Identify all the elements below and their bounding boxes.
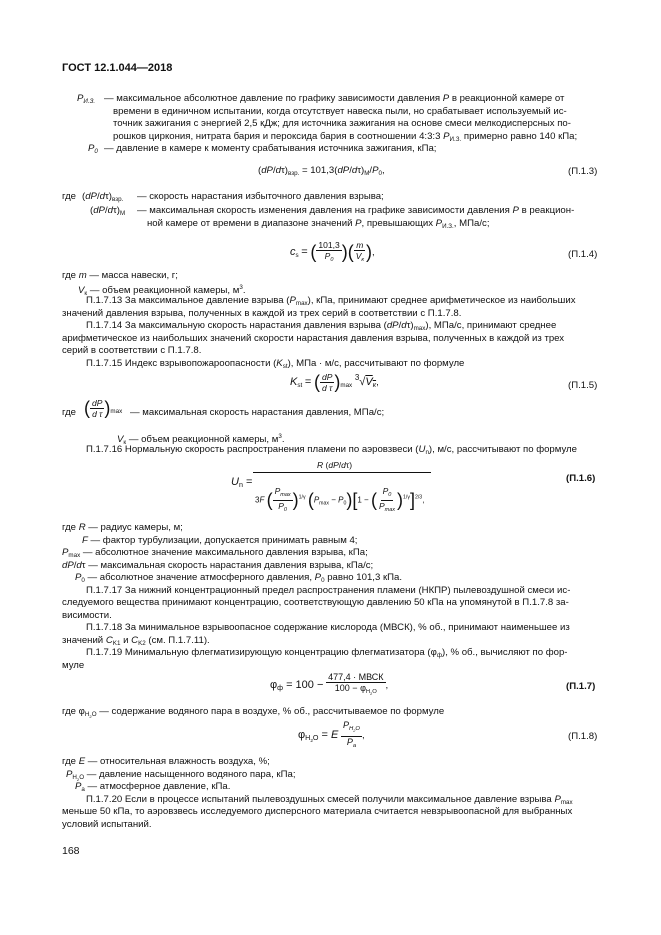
def-dpdt-vzr: — скорость нарастания избыточного давления взрыва;	[137, 191, 384, 202]
where-lead-17: где $\varphi_{H_2O}$ — содержание водяного пара в воздухе, % об., рассчитываемое по формуле	[62, 706, 445, 719]
def-vk-15: $V_к$ — объем реакционной камеры, $м^3$.	[117, 433, 285, 446]
para-p1717-line3: висимости.	[62, 609, 112, 621]
para-p1713: П.1.7.13 За максимальное давление взрыва $(P_{max})$, кПа, принимают среднее арифметическое из наибольших	[86, 295, 576, 307]
def-pmax-16: $P_{max}$ — абсолютное значение максимального давления взрыва, кПа;	[62, 547, 368, 559]
para-p1720-line2: меньше 50 кПа, то аэровзвесь исследуемого дисперсного материала считается невзрывоопасной для выбранных	[62, 806, 573, 817]
equation-number-p17: (П.1.7)	[566, 681, 596, 692]
equation-number-p13: (П.1.3)	[568, 166, 598, 177]
def-ph2o-18: $P_{H_2O}$ — давление насыщенного водяного пара, кПа;	[66, 768, 296, 782]
para-p1714-line2: арифметическое из наибольших значений скорости нарастания давления взрыва, полученных в каждой из трех	[62, 332, 565, 344]
para-p1713-line2: значений давления взрыва, полученных в каждой из трех серий в соответствии с П.1.7.8.	[62, 307, 462, 319]
def-p-iz: — максимальное абсолютное давление по графику зависимости давления P в реакционной камере от	[104, 93, 565, 104]
def-p-iz-line4: рошков циркония, нитрата бария и пероксида бария в соотношении 4:3:3 $P_{И.З.}$ примерно равно 140 кПа;	[113, 130, 578, 143]
where-lead-18: где E — относительная влажность воздуха, %;	[62, 756, 270, 767]
symbol-p-iz: $P_{И.З.}$	[77, 93, 96, 105]
para-p1715: П.1.7.15 Индекс взрывопожароопасности $(K_{st})$, МПа · м/с, рассчитывают по формуле	[86, 357, 465, 370]
para-p1718-line2: значений $C_{K1}$ и $C_{K2}$ (см. П.1.7.11).	[62, 634, 210, 647]
para-p1718: П.1.7.18 За минимальное взрывоопасное содержание кислорода (МВСК), % об., принимают наименьшее из	[86, 622, 570, 633]
def-pa-18: $P_а$ — атмосферное давление, кПа.	[75, 781, 231, 793]
def-p0-16: $P_0$ — абсолютное значение атмосферного давления, $P_0$ равно 101,3 кПа.	[75, 572, 403, 584]
para-p1720-line3: условий испытаний.	[62, 818, 152, 830]
where-lead-14: где m — масса навески, г;	[62, 270, 178, 281]
equation-number-p16: (П.1.6)	[566, 473, 596, 484]
para-p1716: П.1.7.16 Нормальную скорость распространения пламени по аэровзвеси $(U_n)$, м/с, рассчитывают по формуле	[86, 444, 577, 456]
para-p1717: П.1.7.17 За нижний концентрационный предел распространения пламени (НКПР) пылевоздушной смеси ис-	[86, 584, 571, 596]
formula-p14: $c_s$ = ( $\frac{101,3}{P_0}$ )( $\frac{m}{V_к}$ ),	[290, 240, 375, 263]
para-p1714-line3: серий в соответствии с П.1.7.8.	[62, 345, 202, 356]
para-p1719: П.1.7.19 Минимальную флегматизирующую концентрацию флегматизатора $(\varphi_ф)$, % об., вычисляют по фор-	[86, 647, 568, 659]
para-p1714: П.1.7.14 За максимальную скорость нарастания давления взрыва $(dP/d\tau)_{max}$), МПа/с, принимают среднее	[86, 320, 557, 332]
para-p1717-line2: следуемого вещества принимают концентрацию, соответствующую давлению 50 кПа на упомянутой в П.1.7.8 за-	[62, 597, 569, 608]
formula-p18: $\varphi_{H_2O} = E$ $\frac{P_{H_2O}}{P_а}$ ,	[298, 720, 365, 749]
def-dpdt-m: — максимальная скорость изменения давления на графике зависимости давления P в реакцион-	[137, 205, 575, 216]
symbol-dpdt-m: $(dP/d\tau)_М$	[90, 205, 126, 217]
def-dpdt-m-line2: ной камере от времени в диапазоне значений P, превышающих $P_{И.З.}$, МПа/с;	[147, 218, 490, 230]
def-dpdt-max-15: — максимальная скорость нарастания давления, МПа/с;	[130, 407, 385, 418]
page-number: 168	[62, 845, 80, 857]
where-lead-16: где R — радиус камеры, м;	[62, 522, 183, 533]
para-p1719-line2: муле	[62, 659, 85, 671]
equation-number-p18: (П.1.8)	[568, 731, 598, 742]
para-p1720: П.1.7.20 Если в процессе испытаний пылевоздушных смесей получили максимальное давление взрыва $P_{max}$	[86, 793, 573, 806]
def-p-iz-line3: точник зажигания с энергией 2,5 кДж; для источника зажигания на основе смеси мелкодисперсных по-	[113, 118, 571, 129]
where-lead-15: где	[62, 407, 77, 418]
document-header: ГОСТ 12.1.044—2018	[62, 62, 173, 74]
formula-p15: $K_{st}$ = ( $\frac{dP}{\text{d τ}}$ )$_{max}$ $^3√V_к$,	[290, 372, 379, 393]
symbol-dpdt-max-15: ( $\frac{dP}{\text{d τ}}$ )$_{max}$	[84, 398, 123, 419]
formula-p17: $\varphi_ф = 100$ − $\frac{\text{477,4 · МВСК}}{100 - \varphi_{H_2O}}$ ,	[270, 672, 389, 696]
equation-number-p15: (П.1.5)	[568, 380, 598, 391]
symbol-dpdt-vzr: $(dP/d\tau)_{взр.}$	[82, 191, 124, 203]
def-p-iz-line2: времени в единичном испытании, когда отсутствует навеска пыли, но срабатывает используемый ис-	[113, 105, 567, 117]
def-dpdt-16: dP/dτ — максимальная скорость нарастания давления взрыва, кПа/с;	[62, 559, 374, 571]
formula-p13: $(dP/d\tau)_{взр.} = 101,3(dP/d\tau)_М/P_0$,	[258, 165, 385, 177]
def-f-16: F — фактор турбулизации, допускается принимать равным 4;	[82, 534, 358, 546]
symbol-p0: $P_0$	[88, 143, 98, 155]
where-lead-13: где	[62, 191, 77, 202]
def-p0: — давление в камере к моменту срабатывания источника зажигания, кПа;	[104, 143, 437, 154]
def-vk-14: $V_к$ — объем реакционной камеры, $м^3$.	[78, 284, 246, 297]
equation-number-p14: (П.1.4)	[568, 249, 598, 260]
document-page: ГОСТ 12.1.044—2018 $P_{И.З.}$ — максимальное абсолютное давление по графику зависимости давления P в реакционной камере от времени в единичном испытании, когда отсутствует навеска пыли, но срабатывает используемый ис- точник зажигания с энергией 2,5 кДж; для источника зажигания на основе смеси мелкодисперсных по- рошков циркония, нитрата бария и пероксида бария в соотношении 4:3:3 $P_{И.З.}$ примерно равно 140 кПа; $P_0$ — давление в камере к моменту срабатывания источника зажигания, кПа; $(dP/d\tau)_{взр.} = 101,3(dP/d\tau)_М/P_0$, (П.1.3) где $(dP/d\tau)_{взр.}$ — скорость нарастания избыточного давления взрыва; $(dP/d\tau)_М$ — максимальная скорость изменения давления на графике зависимости давления P в реакцион- ной камере от времени в диапазоне значений P, превышающих $P_{И.З.}$, МПа/с; $c_s$ = ( $\frac{101,3}{P_0}$ )( $\frac{m}{V_к}$ ), (П.1.4) где m — масса навески, г; $V_к$ — объем реакционной камеры, $м^3$. П.1.7.13 За максимальное давление взрыва $(P_{max})$, кПа, принимают среднее арифметическое из наибольших значений давления взрыва, полученных в каждой из трех серий в соответствии с П.1.7.8. П.1.7.14 За максимальную скорость нарастания давления взрыва $(dP/d\tau)_{max}$), МПа/с, принимают среднее арифметическое из наибольших значений скорости нарастания давления взрыва, полученных в каждой из трех серий в соответствии с П.1.7.8. П.1.7.15 Индекс взрывопожароопасности $(K_{st})$, МПа · м/с, рассчитывают по формуле $K_{st}$ = ( $\frac{dP}{\text{d τ}}$ )$_{max}$ $^3√V_к$, (П.1.5) где ( $\frac{dP}{\text{d τ}}$ )$_{max}$ — максимальная скорость нарастания давления, МПа/с; $V_к$ — объем реакционной камеры, $м^3$. П.1.7.16 Нормальную скорость распространения пламени по аэровзвеси $(U_n)$, м/с, рассчитывают по формуле $U_n$ = R (dP/dτ) 3F ( $\frac{P_{max}}{P_0}$ )$^{1/\gamma}$ $(P_{max} - P_0)[1$ − ( $\frac{P_0}{P_{max}}$ )$^{1/\gamma}$]$^{2/3}$, (П.1.6) где R — радиус камеры, м; F — фактор турбулизации, допускается принимать равным 4; $P_{max}$ — абсолютное значение максимального давления взрыва, кПа; dP/dτ — максимальная скорость нарастания давления взрыва, кПа/с; $P_0$ — абсолютное значение атмосферного давления, $P_0$ равно 101,3 кПа. П.1.7.17 За нижний концентрационный предел распространения пламени (НКПР) пылевоздушной смеси ис- следуемого вещества принимают концентрацию, соответствующую давлению 50 кПа на упомянутой в П.1.7.8 за- висимости. П.1.7.18 За минимальное взрывоопасное содержание кислорода (МВСК), % об., принимают наименьшее из значений $C_{K1}$ и $C_{K2}$ (см. П.1.7.11). П.1.7.19 Минимальную флегматизирующую концентрацию флегматизатора $(\varphi_ф)$, % об., вычисляют по фор- муле $\varphi_ф = 100$ − $\frac{\text{477,4 · МВСК}}{100 - \varphi_{H_2O}}$ , (П.1.7) где $\varphi_{H_2O}$ — содержание водяного пара в воздухе, % об., рассчитываемое по формуле $\varphi_{H_2O} = E$ $\frac{P_{H_2O}}{P_а}$ , (П.1.8) где E — относительная влажность воздуха, %; $P_{H_2O}$ — давление насыщенного водяного пара, кПа; $P_а$ — атмосферное давление, кПа. П.1.7.20 Если в процессе испытаний пылевоздушных смесей получили максимальное давление взрыва $P_{max}$ меньше 50 кПа, то аэровзвесь исследуемого дисперсного материала считается невзрывоопасной для выбранных условий испытаний. 168	[0, 0, 661, 935]
